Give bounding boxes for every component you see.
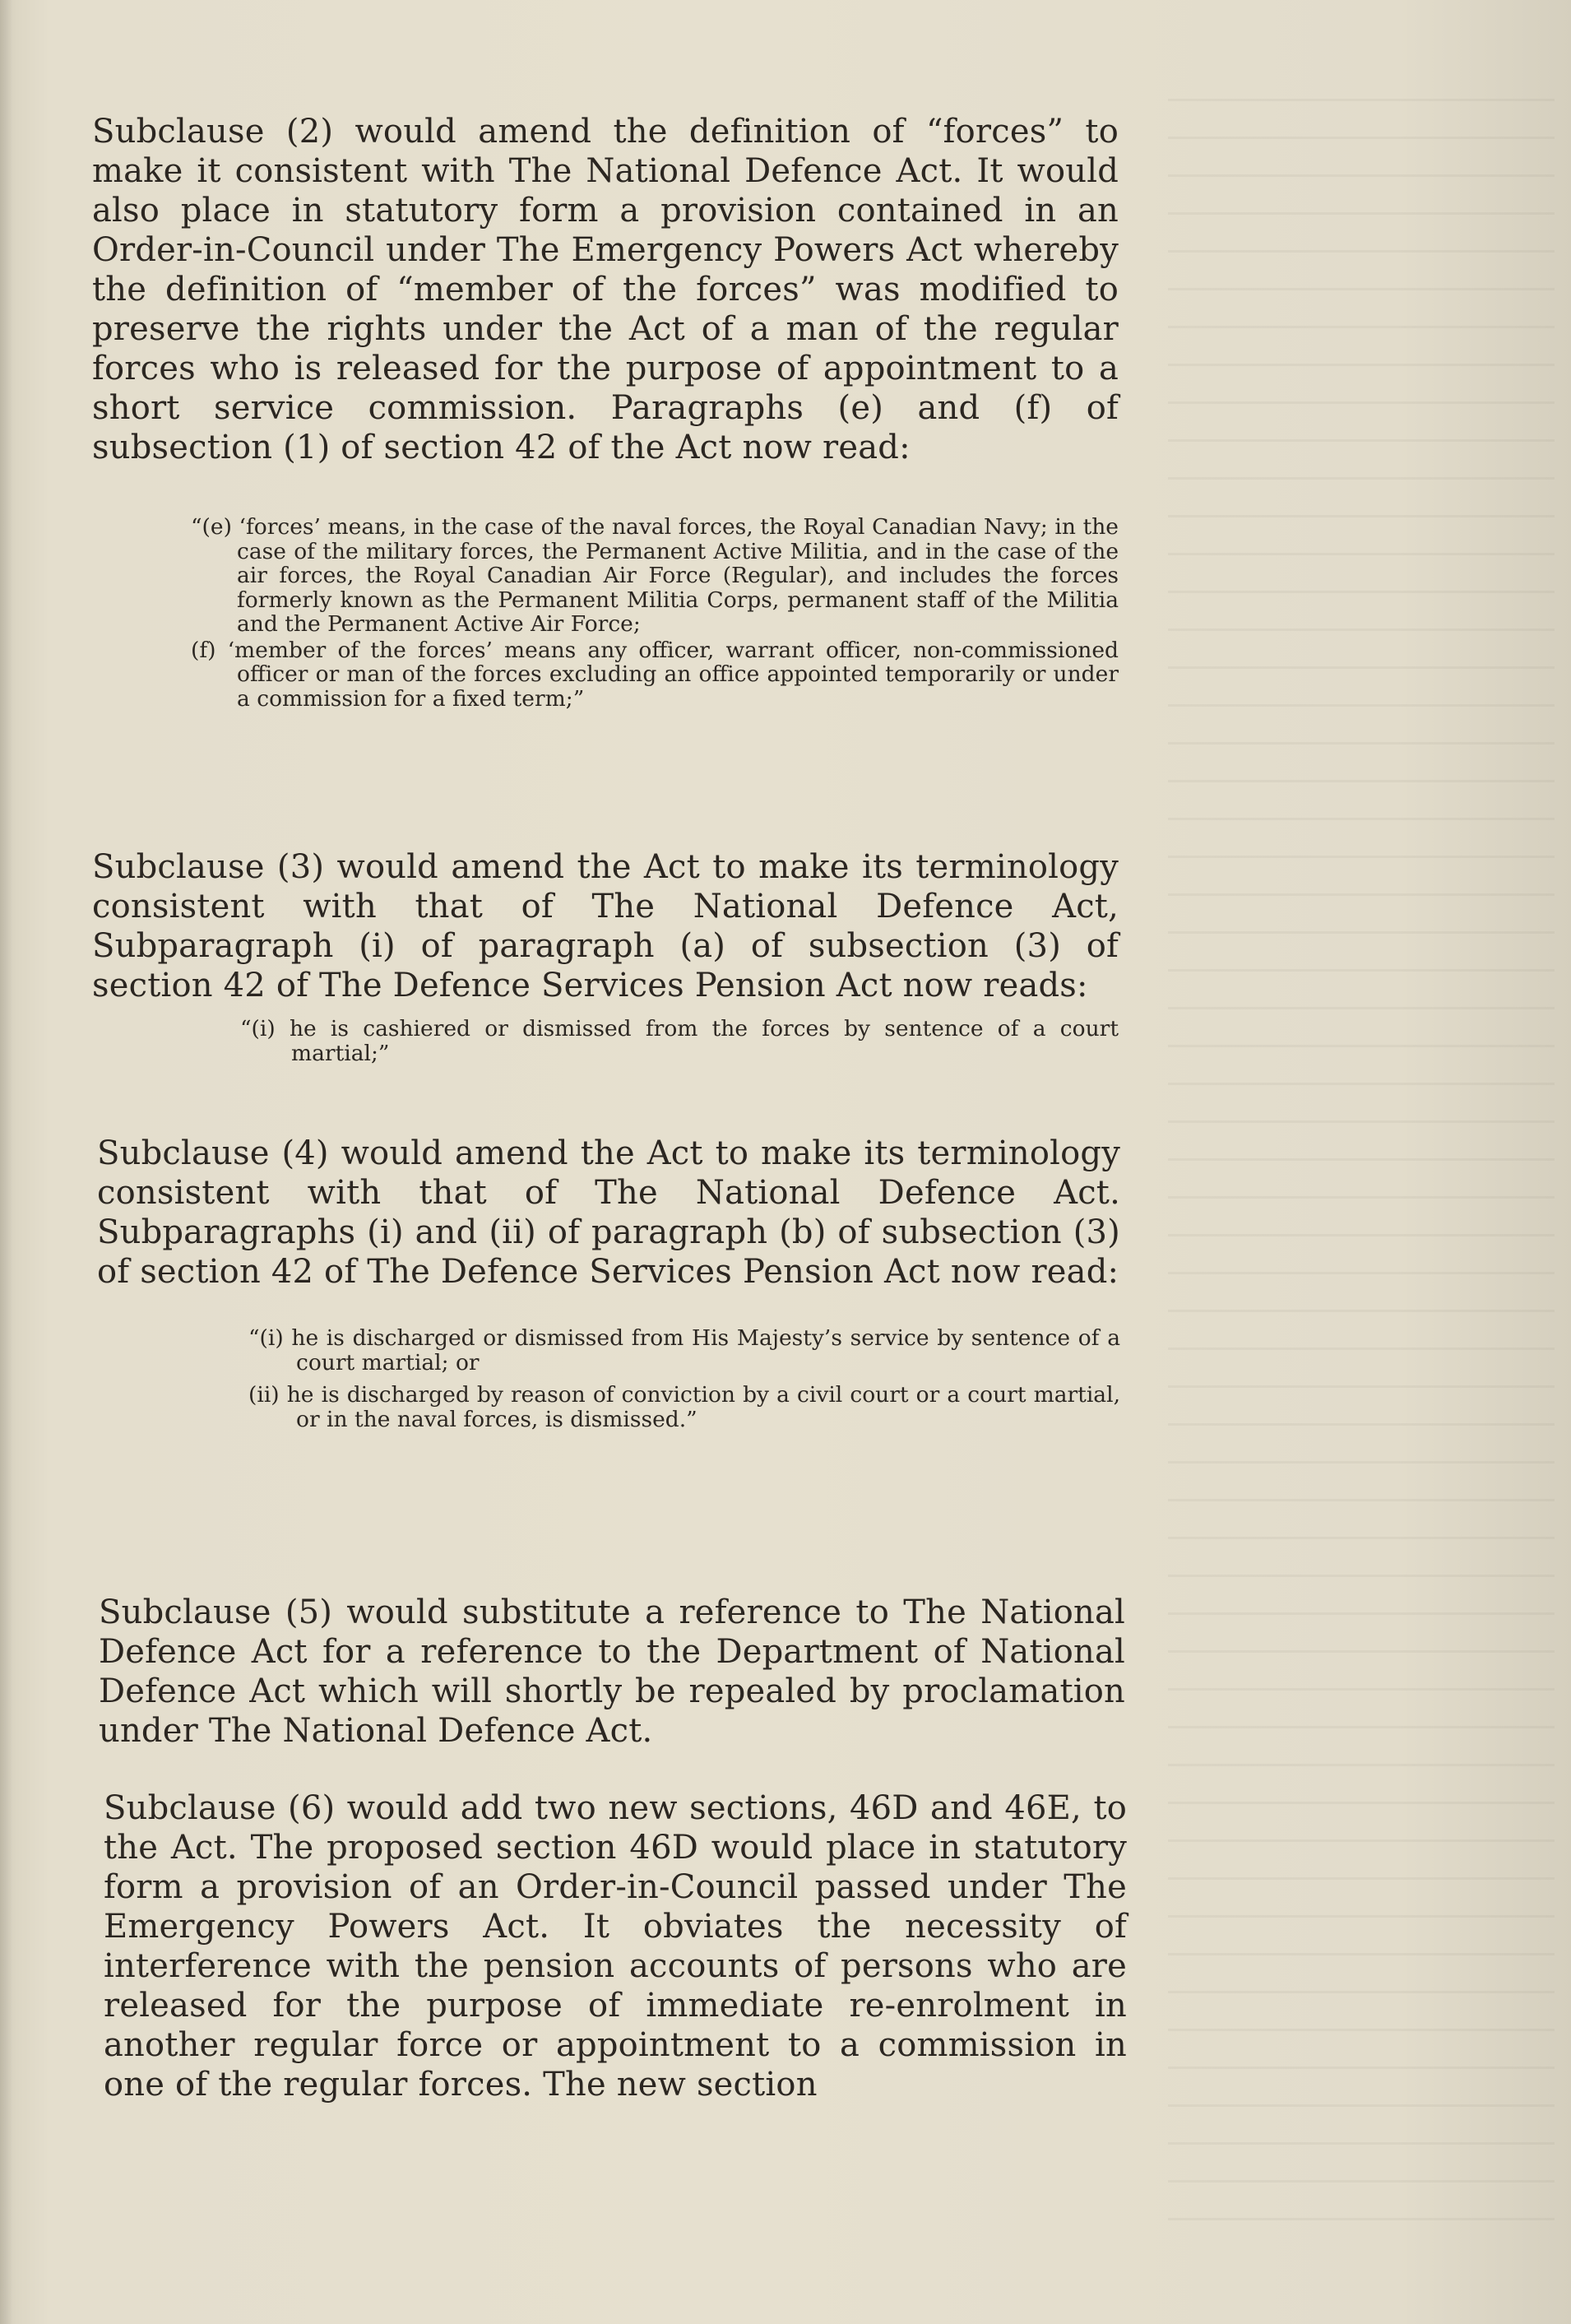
quote-subparagraph-b-ii: (ii) he is discharged by reason of conviction by a civil court or a court martial, or in the naval forces, is dismissed.” (248, 1382, 1120, 1432)
quoted-subparagraphs-b (248, 1326, 1120, 1440)
quoted-subparagraph-a-i (240, 1017, 1119, 1072)
paragraph-subclause-6: Subclause (6) would add two new sections, 46D and 46E, to the Act. The proposed section 46D would place in statutory form a provision of an Order-in-Council passed under The Emergency Powers Act. It obviates the necessity of interference with the pension accounts of persons who are released for the purpose of immediate re-enrolment in another regular force or appointment to a commission in one of the regular forces. The new section (104, 1789, 1127, 2104)
quote-subparagraph-i: “(i) he is cashiered or dismissed from the forces by sentence of a court martial;” (240, 1016, 1119, 1066)
page-gutter-shadow (0, 0, 12, 2324)
paragraph-subclause-5: Subclause (5) would substitute a reference to The National Defence Act for a reference to the Department of National Defence Act which will shortly be repealed by proclamation under The National Defence Act. (99, 1593, 1125, 1750)
bleed-through-texture (1168, 99, 1555, 2238)
quote-subparagraph-b-i: “(i) he is discharged or dismissed from His Majesty’s service by sentence of a court martial; or (248, 1325, 1120, 1375)
quoted-paragraphs-e-f (191, 515, 1119, 712)
quote-paragraph-e: “(e) ‘forces’ means, in the case of the naval forces, the Royal Canadian Navy; in the case of the military forces, the Permanent Active Militia, and in the case of the air forces, the Royal Canadian Air Force (Regular), and includes the forces formerly known as the Permanent Militia Corps, permanent staff of the Militia and the Permanent Active Air Force; (191, 514, 1119, 637)
paragraph-subclause-3: Subclause (3) would amend the Act to make its terminology consistent with that of The National Defence Act, Subparagraph (i) of paragraph (a) of subsection (3) of section 42 of The Defence Services Pension Act now reads: (92, 848, 1119, 1004)
paragraph-subclause-4: Subclause (4) would amend the Act to make its terminology consistent with that of The National Defence Act. Subparagraphs (i) and (ii) of paragraph (b) of subsection (3) of section 42 of The Defence Services Pension Act now read: (97, 1134, 1120, 1291)
quote-paragraph-f: (f) ‘member of the forces’ means any officer, warrant officer, non-commissioned officer or man of the forces excluding an office appointed temporarily or under a commission for a fixed term;” (191, 637, 1119, 712)
paragraph-subclause-2: Subclause (2) would amend the definition of “forces” to make it consistent with The National Defence Act. It would also place in statutory form a provision contained in an Order-in-Council under The Emergency Powers Act whereby the definition of “member of the forces” was modified to preserve the rights under the Act of a man of the regular forces who is released for the purpose of appointment to a short service commission. Paragraphs (e) and (f) of subsection (1) of section 42 of the Act now read: (92, 113, 1119, 466)
